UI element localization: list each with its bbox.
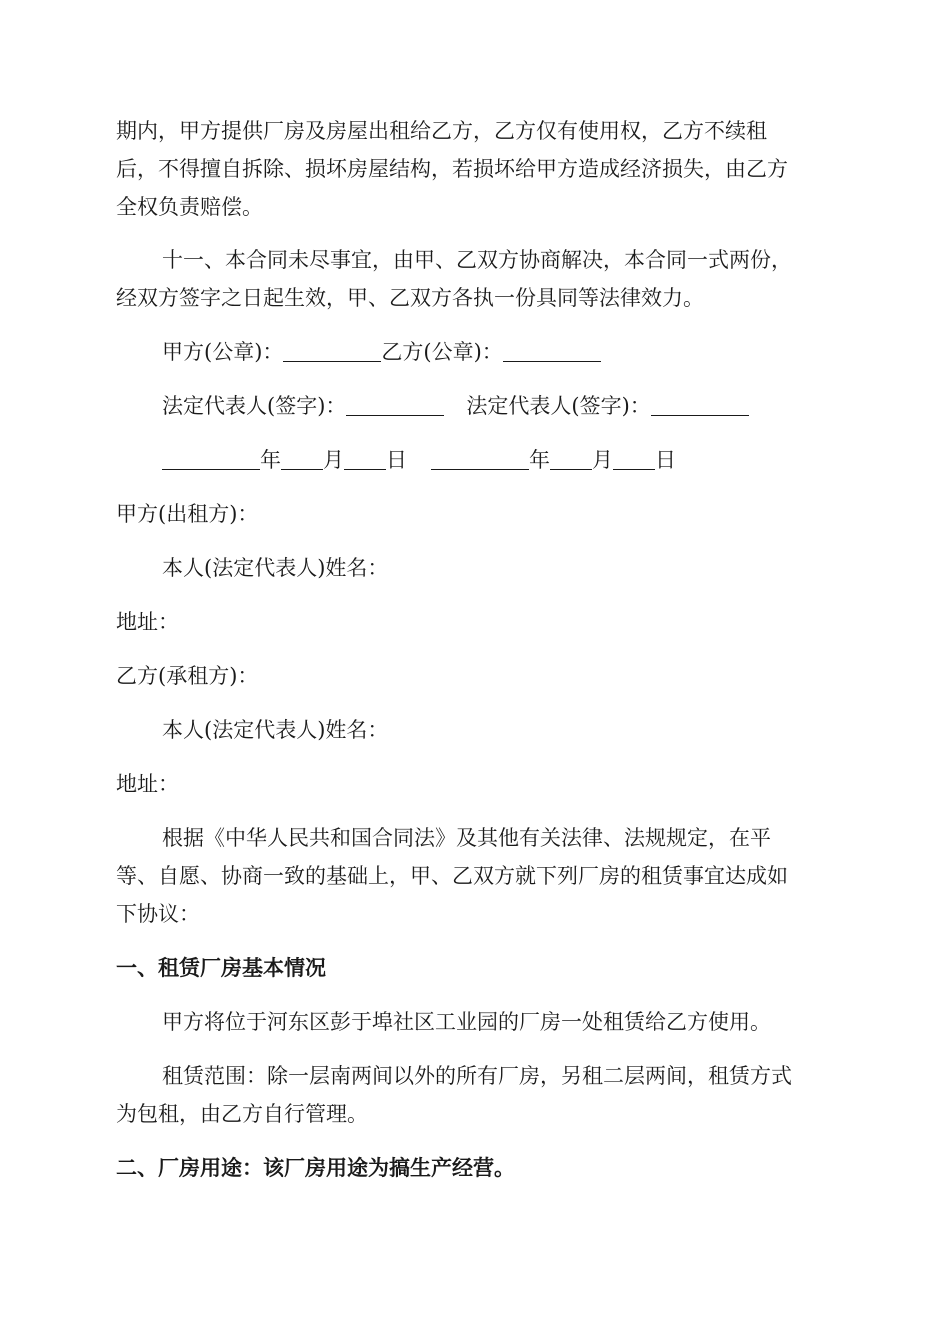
party-a-rep-blank[interactable] xyxy=(346,393,444,416)
text-line: 后，不得擅自拆除、损坏房屋结构，若损坏给甲方造成经济损失，由乙方 xyxy=(116,157,788,181)
paragraph-preamble xyxy=(116,819,834,933)
lessee-label: 乙方(承租方)： xyxy=(116,664,259,688)
party-a-year-blank[interactable] xyxy=(162,447,260,470)
party-a-seal-blank[interactable] xyxy=(283,339,381,362)
lessee-address-label: 地址： xyxy=(116,772,179,796)
day-label: 日 xyxy=(655,448,676,472)
text-line: 下协议： xyxy=(116,902,200,926)
text-line: 期内，甲方提供厂房及房屋出租给乙方，乙方仅有使用权，乙方不续租 xyxy=(116,119,767,143)
day-label: 日 xyxy=(386,448,407,472)
text-line: 租赁范围：除一层南两间以外的所有厂房，另租二层两间，租赁方式 xyxy=(162,1064,792,1088)
party-b-seal-label: 乙方(公章)： xyxy=(381,340,503,364)
text-line: 为包租，由乙方自行管理。 xyxy=(116,1102,368,1126)
representative-line xyxy=(116,387,834,425)
section-one-heading: 一、租赁厂房基本情况 xyxy=(116,955,326,980)
text-line: 经双方签字之日起生效，甲、乙双方各执一份具同等法律效力。 xyxy=(116,286,704,310)
lessor-address-label: 地址： xyxy=(116,610,179,634)
text-line: 根据《中华人民共和国合同法》及其他有关法律、法规规定，在平 xyxy=(162,826,771,850)
party-a-rep-label: 法定代表人(签字)： xyxy=(162,394,347,418)
paragraph-rental-scope xyxy=(116,1057,834,1133)
text-line: 十一、本合同未尽事宜，由甲、乙双方协商解决，本合同一式两份， xyxy=(162,248,792,272)
date-line xyxy=(116,441,834,479)
party-a-day-blank[interactable] xyxy=(344,447,386,470)
paragraph-clause-eleven xyxy=(116,241,834,317)
text-line: 全权负责赔偿。 xyxy=(116,195,263,219)
paragraph-damage-liability xyxy=(116,112,834,226)
party-b-rep-label: 法定代表人(签字)： xyxy=(466,394,651,418)
party-b-year-blank[interactable] xyxy=(431,447,529,470)
party-b-seal-blank[interactable] xyxy=(503,339,601,362)
party-a-month-blank[interactable] xyxy=(281,447,323,470)
party-a-seal-label: 甲方(公章)： xyxy=(162,340,284,364)
lessor-label: 甲方(出租方)： xyxy=(116,502,259,526)
lessee-name-label: 本人(法定代表人)姓名： xyxy=(162,718,389,742)
party-b-month-blank[interactable] xyxy=(550,447,592,470)
month-label: 月 xyxy=(592,448,613,472)
text-line: 等、自愿、协商一致的基础上，甲、乙双方就下列厂房的租赁事宜达成如 xyxy=(116,864,788,888)
premises-location: 甲方将位于河东区彭于埠社区工业园的厂房一处租赁给乙方使用。 xyxy=(162,1010,771,1034)
contract-page xyxy=(116,112,834,1187)
party-b-day-blank[interactable] xyxy=(613,447,655,470)
year-label: 年 xyxy=(260,448,281,472)
lessor-name-label: 本人(法定代表人)姓名： xyxy=(162,556,389,580)
section-two-heading: 二、厂房用途：该厂房用途为搞生产经营。 xyxy=(116,1155,515,1180)
party-b-rep-blank[interactable] xyxy=(651,393,749,416)
year-label: 年 xyxy=(529,448,550,472)
month-label: 月 xyxy=(323,448,344,472)
seal-line xyxy=(116,333,834,371)
